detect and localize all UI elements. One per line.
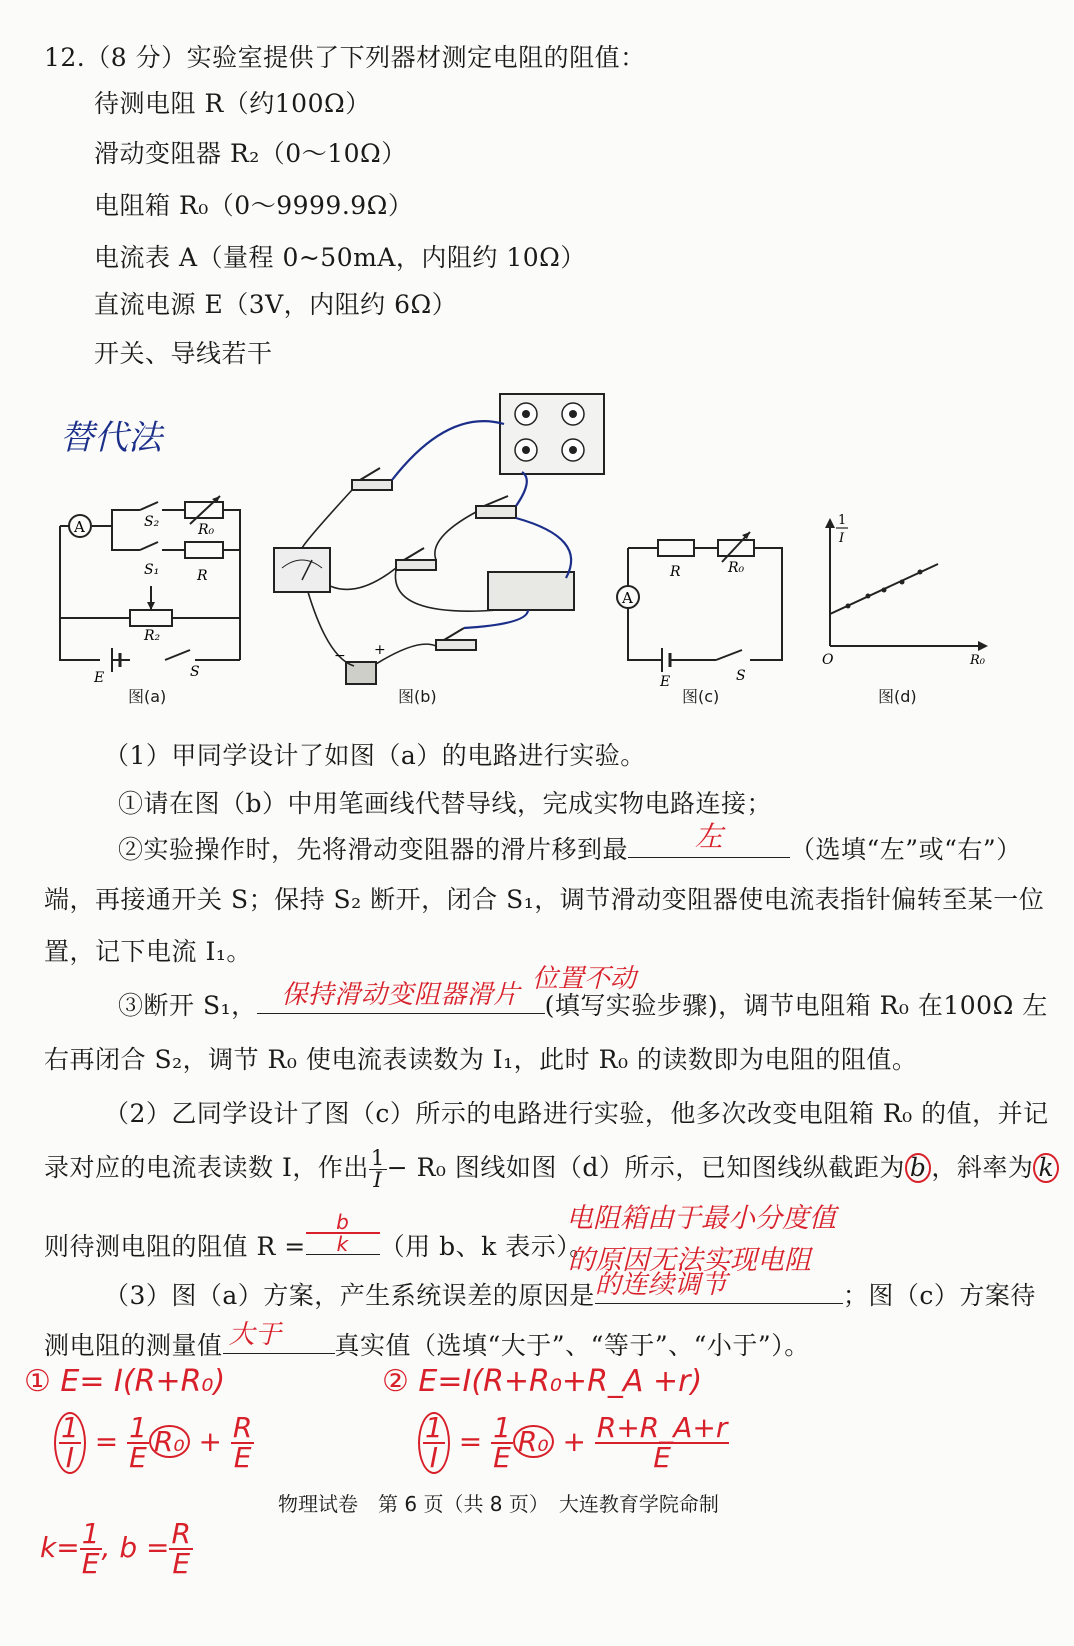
b-value (169, 1517, 192, 1580)
figure-d-graph (812, 510, 992, 680)
figure-b-apparatus (268, 388, 608, 688)
b-label: , b = (101, 1531, 170, 1564)
derivation-2-right (595, 1411, 730, 1474)
step2-post: （选填“左”或“右”） (790, 835, 1022, 864)
blank-error-cause[interactable] (594, 1270, 843, 1304)
blank-step3[interactable] (257, 980, 545, 1014)
derivation-2-title: ② E=I(R+R₀+R_A +r) (382, 1364, 703, 1399)
blank-step3-answer: 保持滑动变阻器滑片 (281, 980, 520, 1010)
p2-line2-a: 录对应的电流表读数 I，作出 (44, 1153, 369, 1182)
d2-plus: + (562, 1425, 586, 1458)
d1-right-den: E (233, 1441, 252, 1474)
label-s2: S₂ (144, 514, 160, 530)
k-num: 1 (81, 1517, 100, 1550)
figure-c-circuit (608, 520, 798, 690)
derivation-2-formula: $\frac{1}{I}$ = $\frac{1}{E}$ R₀ + $\frac{R+R\_A+r}{E}$ (418, 1412, 729, 1474)
part3-line1 (104, 1270, 1036, 1312)
part1-step3 (118, 980, 1048, 1022)
label-r0-a: R₀ (198, 522, 215, 538)
label-s-a: S (190, 664, 200, 680)
label-ammeter-a: A (74, 518, 85, 536)
blank-slider-answer: 左 (694, 820, 724, 853)
d2-lhs-den: I (429, 1441, 439, 1474)
p3-line2-a: 测电阻的测量值 (44, 1331, 223, 1360)
blank-compare-answer: 大于 (228, 1320, 282, 1350)
part1-step2-line3: 置，记下电流 I₁。 (44, 937, 252, 966)
d2-right-den: E (653, 1441, 671, 1474)
p2-line2-b: − R₀ 图线如图（d）所示，已知图线纵截距为 (386, 1153, 905, 1182)
d2-mid-den: E (493, 1441, 511, 1474)
caption-d: 图(d) (878, 687, 917, 706)
part3-line2 (44, 1320, 810, 1362)
answer-k: k (336, 1232, 349, 1256)
blank-error-answer: 的连续调节 (594, 1270, 728, 1300)
derivation-1-result (40, 1517, 193, 1580)
method-note: 替代法 (60, 418, 162, 458)
derivation-1-lhs (54, 1412, 86, 1474)
label-r-c: R (670, 564, 681, 580)
blank-compare[interactable] (223, 1320, 335, 1354)
derivation-1-r0: R₀ (149, 1425, 190, 1458)
blank-r-value[interactable] (306, 1210, 380, 1256)
derivation-1-title: ① E= I(R+R₀) (24, 1364, 226, 1399)
frac-num: 1 (370, 1146, 385, 1170)
step3-post: (填写实验步骤)，调节电阻箱 R₀ 在100Ω 左 (544, 991, 1048, 1020)
label-e-a: E (94, 670, 105, 686)
derivation-2-mid (491, 1411, 513, 1474)
equipment-item: 待测电阻 R（约100Ω） (94, 89, 371, 118)
step3-pre: ③断开 S₁， (118, 991, 257, 1020)
caption-b: 图(b) (398, 687, 437, 706)
caption-a: 图(a) (128, 687, 167, 706)
d1-lhs-den: I (65, 1441, 75, 1474)
part1-step3-line2: 右再闭合 S₂，调节 R₀ 使电流表读数为 I₁，此时 R₀ 的读数即为电阻的阻值。 (44, 1045, 918, 1074)
label-r0-c: R₀ (728, 560, 745, 576)
derivation-2-r0: R₀ (513, 1425, 554, 1458)
d1-plus: + (198, 1425, 222, 1458)
caption-c: 图(c) (682, 687, 720, 706)
label-y-den: I (839, 531, 845, 546)
p3-line1-a: （3）图（a）方案，产生系统误差的原因是 (104, 1281, 595, 1310)
part2-line3 (44, 1210, 595, 1263)
error-note-2: 的原因无法实现电阻 (568, 1245, 811, 1276)
k-label: k= (40, 1531, 80, 1564)
part1-step1: ①请在图（b）中用笔画线代替导线，完成实物电路连接； (118, 789, 773, 818)
blank-slider-side[interactable] (628, 820, 790, 858)
intercept-b-circled: b (905, 1153, 932, 1183)
d1-lhs-num: 1 (61, 1411, 79, 1444)
part2-line1: （2）乙同学设计了图（c）所示的电路进行实验，他多次改变电阻箱 R₀ 的值，并记 (104, 1099, 1049, 1128)
label-origin: O (822, 652, 834, 668)
equipment-item: 开关、导线若干 (94, 339, 273, 368)
label-s-c: S (736, 668, 746, 684)
equipment-item: 电阻箱 R₀（0～9999.9Ω） (94, 191, 414, 220)
d1-mid-den: E (129, 1441, 147, 1474)
p2-line3-a: 则待测电阻的阻值 R = (44, 1232, 306, 1261)
k-den: E (81, 1547, 100, 1580)
slope-k-circled: k (1033, 1153, 1059, 1183)
label-battery-minus: − (334, 648, 346, 664)
equipment-item: 滑动变阻器 R₂（0～10Ω） (94, 139, 407, 168)
blank-r-answer (306, 1212, 380, 1254)
b-num: R (171, 1517, 191, 1550)
label-e-c: E (660, 674, 671, 690)
figure-a-circuit (40, 488, 260, 688)
p2-line3-b: （用 b、k 表示）。 (379, 1232, 595, 1261)
question-header: 12.（8 分）实验室提供了下列器材测定电阻的阻值： (44, 43, 646, 72)
b-den: E (172, 1547, 191, 1580)
step3-extra-note: 位置不动 (532, 964, 637, 994)
resistance-box (500, 394, 604, 474)
fraction-one-over-i (369, 1148, 387, 1191)
equipment-item: 电流表 A（量程 0~50mA，内阻约 10Ω） (94, 243, 586, 272)
derivation-2-lhs (418, 1412, 450, 1474)
ammeter-device (274, 548, 330, 592)
answer-b: b (306, 1212, 380, 1234)
label-battery-plus: + (374, 642, 386, 658)
derivation-1-right (231, 1411, 254, 1474)
d2-right-num: R+R_A+r (596, 1411, 728, 1444)
d2-mid-num: 1 (493, 1411, 511, 1444)
label-r2: R₂ (144, 628, 161, 644)
k-value (80, 1517, 102, 1580)
derivation-1-formula: $\frac{1}{I}$ = $\frac{1}{E}$ R₀ + $\frac{R}{E}$ (54, 1412, 254, 1474)
label-s1: S₁ (144, 562, 160, 578)
part1-intro: （1）甲同学设计了如图（a）的电路进行实验。 (104, 741, 646, 770)
part1-step2 (118, 820, 1022, 866)
d1-right-num: R (232, 1411, 253, 1444)
d2-lhs-num: 1 (425, 1411, 443, 1444)
derivation-1-mid (127, 1411, 149, 1474)
label-x-axis: R₀ (970, 653, 985, 668)
p2-line2-c: ，斜率为 (931, 1153, 1034, 1182)
p3-line1-b: ；图（c）方案待 (842, 1281, 1036, 1310)
error-note-1: 电阻箱由于最小分度值 (566, 1203, 836, 1234)
step2-pre: ②实验操作时，先将滑动变阻器的滑片移到最 (118, 835, 629, 864)
part2-line2 (44, 1148, 1059, 1191)
label-r-a: R (197, 568, 208, 584)
p3-line2-b: 真实值（选填“大于”、“等于”、“小于”）。 (334, 1331, 810, 1360)
part1-step2-line2: 端，再接通开关 S；保持 S₂ 断开，闭合 S₁，调节滑动变阻器使电流表指针偏转至某一位 (44, 885, 1045, 914)
label-y-num: 1 (838, 513, 847, 528)
equipment-item: 直流电源 E（3V，内阻约 6Ω） (94, 290, 458, 319)
frac-den: I (373, 1168, 383, 1192)
page-footer: 物理试卷 第 6 页（共 8 页） 大连教育学院命制 (278, 1492, 719, 1516)
label-ammeter-c: A (622, 589, 633, 607)
d1-mid-num: 1 (129, 1411, 147, 1444)
